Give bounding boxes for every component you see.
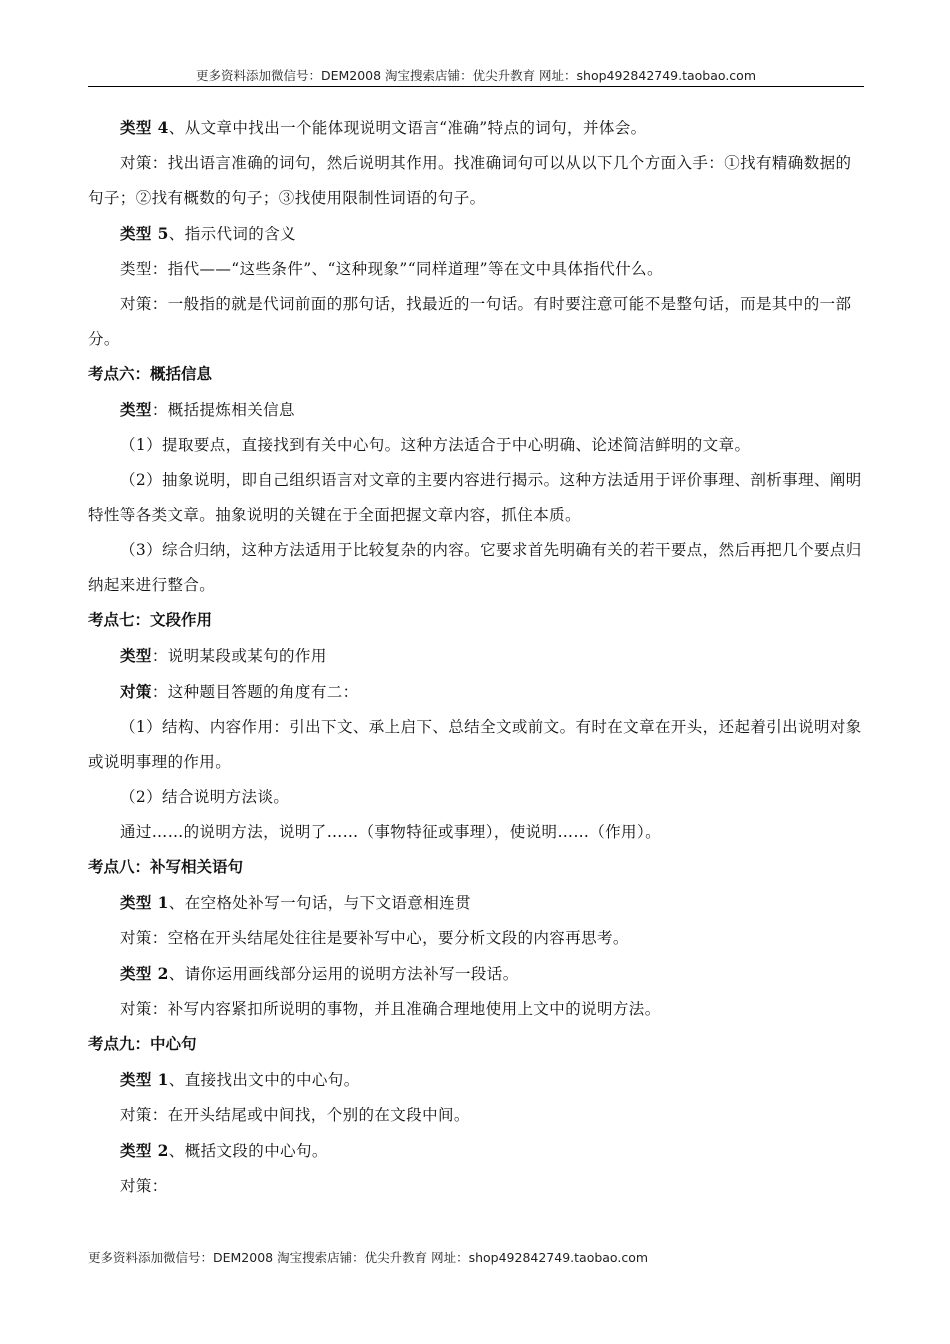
type4-strategy: 对策：找出语言准确的词句，然后说明其作用。找准确词句可以从以下几个方面入手：①找有精确数据的句子；②找有概数的句子；③找使用限制性词语的句子。: [88, 154, 852, 207]
section-7-type-text: ：说明某段或某句的作用: [151, 647, 327, 665]
section-9-type-1-strategy: 对策：在开头结尾或中间找，个别的在文段中间。: [120, 1106, 470, 1124]
section-6-heading: 考点六：概括信息: [88, 365, 213, 383]
section-8-type-2: [88, 956, 864, 992]
section-6-type: [88, 392, 864, 428]
section-7-template: 通过……的说明方法，说明了……（事物特征或事理），使说明……（作用）。: [120, 823, 662, 841]
section-6-type-text: ：概括提炼相关信息: [151, 401, 295, 419]
section-8-heading: 考点八：补写相关语句: [88, 858, 244, 876]
section-9-type-1-label: 类型 1: [120, 1070, 169, 1089]
section-9-heading: 考点九：中心句: [88, 1035, 197, 1053]
section-6-point-1: （1）提取要点，直接找到有关中心句。这种方法适合于中心明确、论述简洁鲜明的文章。: [120, 436, 751, 454]
section-6-type-label: 类型: [120, 400, 152, 419]
header-divider: [88, 86, 864, 87]
type5-label: 类型 5: [120, 224, 169, 243]
section-8-type-2-label: 类型 2: [120, 964, 169, 983]
section-7-strategy: [88, 674, 864, 710]
section-7-point-2: （2）结合说明方法谈。: [120, 788, 290, 806]
section-8-type-1-strategy: 对策：空格在开头结尾处往往是要补写中心，要分析文段的内容再思考。: [120, 929, 629, 947]
section-9-type-2-strategy: 对策：: [120, 1177, 168, 1195]
type5-line: [88, 216, 864, 252]
section-6-point-3: （3）综合归纳，这种方法适用于比较复杂的内容。它要求首先明确有关的若干要点，然后再把几个要点归纳起来进行整合。: [88, 541, 862, 594]
section-8-type-2-text: 、请你运用画线部分运用的说明方法补写一段话。: [168, 965, 519, 983]
type5-strategy: 对策：一般指的就是代词前面的那句话，找最近的一句话。有时要注意可能不是整句话，而是其中的一部分。: [88, 295, 852, 348]
section-9-type-1-text: 、直接找出文中的中心句。: [168, 1071, 360, 1089]
section-9-type-1: [88, 1062, 864, 1098]
section-6-point-2: （2）抽象说明，即自己组织语言对文章的主要内容进行揭示。这种方法适用于评价事理、剖析事理、阐明特性等各类文章。抽象说明的关键在于全面把握文章内容，抓住本质。: [88, 471, 862, 524]
section-8-type-2-strategy: 对策：补写内容紧扣所说明的事物，并且准确合理地使用上文中的说明方法。: [120, 1000, 661, 1018]
section-7-strategy-label: 对策: [120, 682, 152, 701]
page-footer: 更多资料添加微信号：DEM2008 淘宝搜索店铺：优尖升教育 网址：shop492842749.taobao.com: [88, 1250, 649, 1265]
type5-text: 、指示代词的含义: [168, 225, 296, 243]
section-7-strategy-text: ：这种题目答题的角度有二：: [151, 683, 359, 701]
section-7-type-label: 类型: [120, 646, 152, 665]
type4-line: [88, 110, 864, 146]
type4-label: 类型 4: [120, 118, 169, 137]
section-9-type-2-text: 、概括文段的中心句。: [168, 1142, 328, 1160]
section-8-type-1-label: 类型 1: [120, 893, 169, 912]
section-9-type-2-label: 类型 2: [120, 1141, 169, 1160]
section-7-type: [88, 638, 864, 674]
document-body: [88, 110, 864, 1204]
section-7-point-1: （1）结构、内容作用：引出下文、承上启下、总结全文或前文。有时在文章在开头，还起着引出说明对象或说明事理的作用。: [88, 718, 862, 771]
section-7-heading: 考点七：文段作用: [88, 611, 213, 629]
section-8-type-1-text: 、在空格处补写一句话，与下文语意相连贯: [168, 894, 471, 912]
type4-text: 、从文章中找出一个能体现说明文语言“准确”特点的词句，并体会。: [168, 119, 647, 137]
page-header: 更多资料添加微信号：DEM2008 淘宝搜索店铺：优尖升教育 网址：shop492842749.taobao.com: [195, 68, 757, 83]
section-9-type-2: [88, 1133, 864, 1169]
type5-type: 类型：指代——“这些条件”、“这种现象”“同样道理”等在文中具体指代什么。: [120, 260, 663, 278]
section-8-type-1: [88, 885, 864, 921]
